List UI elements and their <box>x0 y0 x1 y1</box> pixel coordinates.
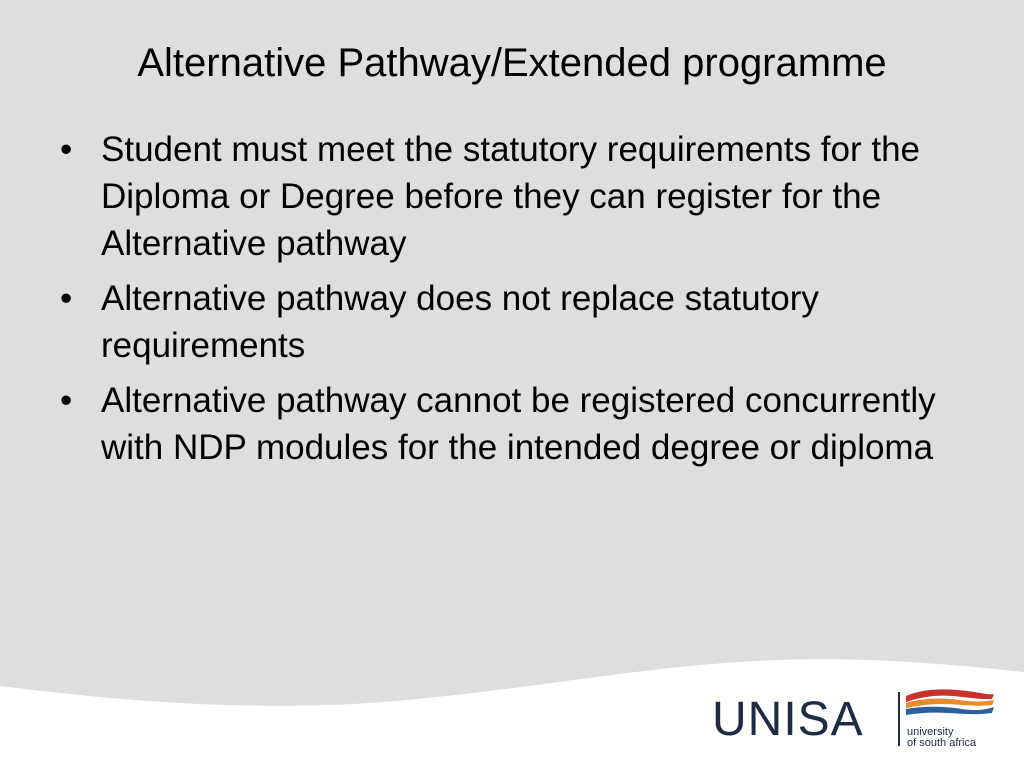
bullet-text: Alternative pathway does not replace statutory requirements <box>101 279 819 365</box>
logo-subtitle-line1: university <box>907 726 954 738</box>
logo-wordmark: UNISA <box>712 693 864 746</box>
bullet-item <box>57 377 957 471</box>
bullet-list <box>57 126 957 479</box>
logo-divider <box>898 692 900 746</box>
bullet-text: Student must meet the statutory requirements for the Diploma or Degree before they can register for the Alternative pathway <box>101 130 921 263</box>
bullet-symbol: • <box>60 279 73 318</box>
bullet-item <box>57 275 957 369</box>
bullet-symbol: • <box>60 130 73 169</box>
logo-flag-blue-stripe <box>906 707 994 715</box>
unisa-logo <box>712 686 1002 752</box>
bullet-text: Alternative pathway cannot be registered concurrently with NDP modules for the intended degree or diploma <box>101 381 936 467</box>
bullet-symbol: • <box>60 381 73 420</box>
logo-subtitle-line2: of south africa <box>907 737 977 749</box>
logo-flag-orange-stripe <box>906 699 994 708</box>
slide-title: Alternative Pathway/Extended programme <box>137 41 887 85</box>
logo-flag-icon <box>904 686 996 720</box>
bullet-item <box>57 126 957 267</box>
